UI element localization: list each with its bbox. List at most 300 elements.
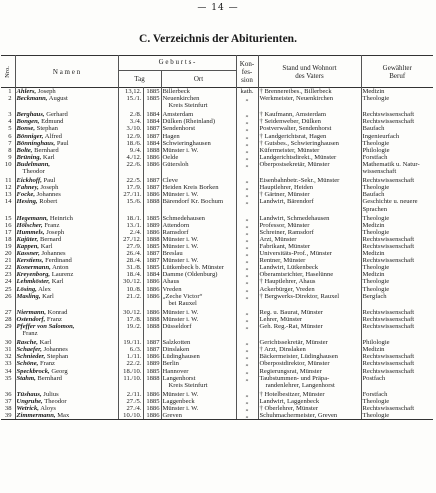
surname: Lösing, [16, 285, 37, 293]
chosen-profession [361, 293, 433, 307]
row-number [1, 264, 15, 271]
row-number-text: 29 [4, 323, 12, 330]
header-ort: Ort [161, 71, 236, 88]
table-row [1, 118, 433, 125]
birth-place-text: Greven [162, 412, 182, 420]
student-name [15, 389, 118, 398]
konfession-text: „ [245, 264, 249, 272]
row-number [1, 271, 15, 278]
father-status [258, 398, 361, 405]
konfession-text: „ [245, 221, 249, 229]
table-row [1, 337, 433, 346]
row-number [1, 222, 15, 229]
chosen-profession-text: Rechtswissenschaft [362, 353, 415, 361]
konfession-text: „ [245, 360, 249, 368]
student-name [15, 125, 118, 132]
father-status [258, 147, 361, 154]
row-number [1, 243, 15, 250]
chosen-profession-text: Rechtswissenschaft [362, 360, 415, 368]
surname: Stahm, [16, 374, 36, 382]
birth-year [143, 368, 161, 375]
birth-place-text: Heiden Kreis Borken [162, 184, 219, 192]
header-name: N a m e n [15, 56, 118, 88]
birth-year-text: 1885 [146, 214, 160, 222]
birth-year [143, 95, 161, 109]
father-status-text: Schreiner, Ramsdorf [259, 228, 314, 236]
student-name [15, 346, 118, 353]
father-status [258, 229, 361, 236]
father-status [258, 278, 361, 285]
birth-year-text: 1884 [146, 139, 160, 147]
surname: Hesing, [16, 198, 38, 206]
given-name: Alex [38, 285, 51, 293]
birth-day-text: 27./12. [123, 235, 142, 243]
birth-day [118, 222, 143, 229]
konfession [236, 278, 258, 285]
given-name: Theodor [44, 397, 67, 405]
birth-day [118, 271, 143, 278]
table-row [1, 271, 433, 278]
surname: Brüning, [16, 153, 42, 161]
konfession-text: „ [245, 292, 249, 300]
given-name: Bernard [39, 235, 62, 243]
table-row [1, 184, 433, 191]
birth-place [161, 278, 236, 285]
student-name [15, 118, 118, 125]
row-number-text: 22 [4, 264, 12, 272]
birth-day [118, 140, 143, 147]
given-name: Karl [39, 339, 52, 347]
table-row [1, 250, 433, 257]
birth-day [118, 353, 143, 360]
chosen-profession-text: Rechtswissenschaft [362, 315, 415, 323]
row-number [1, 184, 15, 191]
chosen-profession [361, 398, 433, 405]
birth-year [143, 286, 161, 293]
father-status-text: Ackerbürger, Vreden [259, 285, 315, 293]
chosen-profession-text: Geschichte u. neuere [362, 198, 418, 206]
table-row [1, 412, 433, 420]
row-number [1, 229, 15, 236]
given-name: Paul [56, 139, 69, 147]
father-status-text: Landwirt, Lütkenbeck [259, 264, 319, 272]
student-name [15, 191, 118, 198]
birth-year [143, 360, 161, 367]
birth-place-cont: Kreis Steinfurt [168, 381, 208, 389]
chosen-profession [361, 175, 433, 184]
father-status [258, 175, 361, 184]
birth-year [143, 353, 161, 360]
row-number [1, 133, 15, 140]
birth-day [118, 293, 143, 307]
konfession [236, 405, 258, 412]
table-row [1, 236, 433, 243]
row-number [1, 368, 15, 375]
birth-day [118, 236, 143, 243]
table-row [1, 346, 433, 353]
table-row [1, 229, 433, 236]
birth-place [161, 412, 236, 420]
konfession [236, 95, 258, 109]
father-status-text: † Landgerichtsrat, Hagen [259, 132, 327, 140]
father-status-text: † Gärtner, Münster [259, 191, 310, 199]
chosen-profession-text: Rechtswissenschaft [362, 308, 415, 316]
row-number-text: 10 [4, 160, 12, 168]
given-name: Karl [42, 153, 55, 161]
given-name: Max [57, 412, 70, 420]
birth-place-text: Vreden [162, 285, 182, 293]
birth-year [143, 161, 161, 175]
father-status-text: Lehrer, Münster [259, 315, 303, 323]
konfession-text: „ [245, 235, 249, 243]
chosen-profession [361, 316, 433, 323]
given-name: Joseph [46, 228, 65, 236]
row-number-text: 13 [4, 191, 12, 199]
birth-place [161, 154, 236, 161]
konfession [236, 323, 258, 337]
birth-day [118, 118, 143, 125]
father-status-text: † Bergwerks-Direktor, Rauxel [259, 292, 340, 300]
student-name [15, 213, 118, 222]
student-name [15, 405, 118, 412]
birth-day-text: 15./1. [126, 95, 142, 103]
given-name: Bernhard [37, 374, 62, 382]
header-beruf: Gewählter Beruf [361, 56, 433, 88]
birth-day-text: 27./5. [126, 397, 142, 405]
table-row [1, 222, 433, 229]
father-status-text: † Hotelbesitzer, Münster [259, 390, 325, 398]
birth-place [161, 229, 236, 236]
row-number [1, 198, 15, 212]
chosen-profession-text: Medizin [362, 271, 385, 279]
birth-day [118, 125, 143, 132]
table-row [1, 286, 433, 293]
konfession [236, 337, 258, 346]
surname: Speckbrock, [16, 367, 50, 375]
chosen-profession-text: Theologie [362, 139, 390, 147]
father-status [258, 307, 361, 316]
konfession-text: kath. [240, 88, 254, 95]
given-name: Karl [40, 242, 53, 250]
surname: Focke, [16, 191, 35, 199]
father-status-text: Oberamtsrichter, Haselünne [259, 271, 334, 279]
table-row [1, 293, 433, 307]
konfession-text: „ [245, 160, 249, 168]
birth-day-text: 17./9. [126, 184, 142, 192]
birth-year [143, 229, 161, 236]
student-name [15, 293, 118, 307]
given-name: Robert [39, 198, 58, 206]
konfession [236, 154, 258, 161]
student-name [15, 323, 118, 337]
chosen-profession-cont: wissenschaft [362, 168, 397, 176]
row-number-text: 39 [4, 412, 12, 420]
birth-year [143, 198, 161, 212]
row-number-text: 11 [5, 177, 12, 185]
father-status-text: Landwirt, Bärendorf [259, 198, 314, 206]
birth-day-text: 22./5. [126, 177, 142, 185]
birth-year [143, 405, 161, 412]
given-name: Paul [43, 177, 56, 185]
row-number-text: 14 [4, 198, 12, 206]
birth-place [161, 264, 236, 271]
father-status [258, 389, 361, 398]
birth-day [118, 278, 143, 285]
father-status-text: Hauptlehrer, Heiden [259, 184, 314, 192]
birth-place-text: Münster i. W. [162, 242, 199, 250]
row-number [1, 88, 15, 96]
birth-day [118, 264, 143, 271]
birth-year-text: 1886 [146, 390, 160, 398]
chosen-profession [361, 389, 433, 398]
chosen-profession [361, 118, 433, 125]
konfession [236, 175, 258, 184]
student-name [15, 360, 118, 367]
birth-day [118, 243, 143, 250]
konfession [236, 213, 258, 222]
father-status-text: Universitäts-Prof., Münster [259, 250, 332, 258]
table-row [1, 198, 433, 212]
chosen-profession [361, 405, 433, 412]
given-name: Stephan [46, 353, 69, 361]
birth-year-text: 1885 [146, 95, 160, 103]
row-number-text: 4 [8, 118, 12, 126]
chosen-profession-text: Rechtswissenschaft [362, 323, 415, 330]
birth-year [143, 398, 161, 405]
surname: Kajüter, [16, 235, 39, 243]
surname: Bongen, [16, 118, 40, 126]
father-status-text: Reg. u. Baurat, Münster [259, 308, 323, 316]
father-status [258, 198, 361, 212]
student-name [15, 175, 118, 184]
birth-year [143, 236, 161, 243]
konfession [236, 412, 258, 420]
birth-place-text: Damme (Oldenburg) [162, 271, 218, 279]
surname: Ungruhe, [16, 397, 43, 405]
chosen-profession-text: Theologie [362, 95, 390, 103]
birth-day [118, 154, 143, 161]
row-number-text: 23 [4, 271, 12, 279]
given-name: Heinrich [49, 214, 73, 222]
birth-place [161, 109, 236, 118]
birth-year-text: 1887 [146, 132, 160, 140]
row-number-text: 27 [4, 308, 12, 316]
birth-day-text: 3./4. [129, 118, 142, 126]
father-status-text: Arzt, Münster [259, 235, 297, 243]
row-number-text: 21 [4, 257, 12, 265]
chosen-profession [361, 198, 433, 212]
birth-day-text: 19./11. [123, 339, 142, 347]
chosen-profession-text: Postfach [362, 374, 386, 382]
birth-year [143, 184, 161, 191]
chosen-profession [361, 250, 433, 257]
chosen-profession [361, 257, 433, 264]
birth-place-text: Billerbeck [162, 88, 190, 95]
row-number [1, 140, 15, 147]
birth-year-text: 1885 [146, 367, 160, 375]
given-name: Karl [51, 278, 64, 286]
row-number [1, 213, 15, 222]
birth-day-text: 13./1. [126, 221, 142, 229]
birth-place-text: Münster i. W. [162, 257, 199, 265]
father-status [258, 257, 361, 264]
birth-year-text: 1887 [146, 257, 160, 265]
konfession-text: „ [245, 191, 249, 199]
konfession [236, 133, 258, 140]
konfession-text: „ [245, 118, 249, 126]
chosen-profession-text: Theologie [362, 285, 390, 293]
birth-place [161, 293, 236, 307]
chosen-profession-text: Bergfach [362, 292, 387, 300]
birth-year [143, 88, 161, 96]
birth-day [118, 147, 143, 154]
birth-place [161, 175, 236, 184]
father-status-text: Küfermeister, Münster [259, 146, 320, 154]
father-status [258, 346, 361, 353]
student-name [15, 250, 118, 257]
konfession-text: „ [245, 228, 249, 236]
birth-year-text: 1886 [146, 308, 160, 316]
given-name: Anton [52, 264, 69, 272]
chosen-profession [361, 222, 433, 229]
konfession-text: „ [245, 257, 249, 265]
father-status-text: † Kaufmann, Amsterdam [259, 111, 326, 119]
birth-day [118, 229, 143, 236]
row-number-text: 35 [4, 374, 12, 382]
surname: Wetrick, [16, 405, 39, 413]
surname: Kreyenborg, [16, 271, 51, 279]
birth-day-text: 15./6. [126, 198, 142, 206]
birth-day-text: 18./6. [126, 139, 142, 147]
birth-year [143, 412, 161, 420]
birth-place [161, 286, 236, 293]
row-number [1, 175, 15, 184]
birth-day-text: 18./4. [126, 271, 142, 279]
birth-place-text: Berlin [162, 360, 179, 368]
konfession [236, 346, 258, 353]
birth-year-text: 1886 [146, 278, 160, 286]
surname: Kerstiens, [16, 257, 44, 265]
table-row [1, 140, 433, 147]
birth-place [161, 236, 236, 243]
row-number [1, 375, 15, 389]
header-tag: Tag [118, 71, 161, 88]
birth-place-text: Langenhorst [162, 374, 196, 382]
birth-day-text: 22./2. [126, 360, 142, 368]
birth-year [143, 264, 161, 271]
konfession [236, 250, 258, 257]
section-title: C. Verzeichnis der Abiturienten. [139, 33, 297, 45]
birth-year-text: 1888 [146, 198, 160, 206]
given-name: Laurenz [51, 271, 74, 279]
konfession-text: „ [245, 250, 249, 258]
birth-place-text: Schwieringhausen [162, 139, 211, 147]
birth-place [161, 118, 236, 125]
birth-year-text: 1888 [146, 146, 160, 154]
chosen-profession [361, 125, 433, 132]
birth-place-text: Oelde [162, 153, 179, 161]
birth-place [161, 125, 236, 132]
birth-day-text: 6./3. [129, 346, 142, 354]
chosen-profession-text: Theologie [362, 264, 390, 272]
konfession [236, 88, 258, 96]
student-name [15, 271, 118, 278]
row-number-text: 12 [4, 184, 12, 192]
birth-year-text: 1887 [146, 125, 160, 133]
father-status-text: Regierungsrat, Münster [259, 367, 322, 375]
header-stand: Stand und Wohnort des Vaters [258, 56, 361, 88]
konfession [236, 307, 258, 316]
birth-year [143, 278, 161, 285]
konfession-text: „ [245, 390, 249, 398]
row-number [1, 191, 15, 198]
given-name: Karl [42, 292, 54, 300]
student-name [15, 140, 118, 147]
given-name: Joseph [37, 88, 56, 95]
row-number-text: 26 [4, 292, 12, 300]
birth-place [161, 140, 236, 147]
birth-place-text: Hagen [162, 132, 180, 140]
birth-day-text: 19./2. [126, 323, 142, 330]
header-konfession: Kon- fes- sion [236, 56, 258, 88]
father-status [258, 405, 361, 412]
birth-day-text: 17./8. [126, 315, 142, 323]
konfession-text: „ [245, 374, 249, 382]
konfession-text: „ [245, 125, 249, 133]
birth-day-text: 30./12. [123, 278, 142, 286]
birth-year-text: 1886 [146, 191, 160, 199]
table-row [1, 368, 433, 375]
table-row [1, 375, 433, 389]
birth-year-text: 1887 [146, 184, 160, 192]
surname: Kappen, [16, 242, 40, 250]
birth-day-text: 9./4. [129, 146, 142, 154]
given-name-cont: Franz [22, 330, 38, 338]
surname: Ahlers, [16, 88, 37, 95]
father-status [258, 250, 361, 257]
given-name: Franz [44, 221, 60, 229]
row-number [1, 293, 15, 307]
birth-year-text: 1886 [146, 285, 160, 293]
student-name [15, 243, 118, 250]
konfession [236, 293, 258, 307]
row-number-text: 8 [8, 146, 12, 154]
chosen-profession-text: Rechtswissenschaft [362, 257, 415, 265]
birth-year [143, 140, 161, 147]
konfession [236, 353, 258, 360]
konfession [236, 184, 258, 191]
row-number-text: 17 [4, 228, 12, 236]
father-status [258, 161, 361, 175]
row-number [1, 412, 15, 420]
chosen-profession-text: Baufach [362, 125, 385, 133]
birth-year-text: 1886 [146, 353, 160, 361]
birth-place [161, 133, 236, 140]
student-name [15, 337, 118, 346]
father-status-text: Landwirt, Schmedehausen [259, 214, 330, 222]
birth-day [118, 95, 143, 109]
surname: Konermann, [16, 264, 51, 272]
konfession-text: „ [245, 139, 249, 147]
father-status [258, 412, 361, 420]
row-number-text: 2 [8, 95, 12, 103]
row-number-text: 7 [8, 139, 12, 147]
birth-place-text: Münster i. W. [162, 308, 199, 316]
student-name [15, 147, 118, 154]
row-number-text: 33 [4, 360, 12, 368]
table-row [1, 243, 433, 250]
konfession [236, 222, 258, 229]
